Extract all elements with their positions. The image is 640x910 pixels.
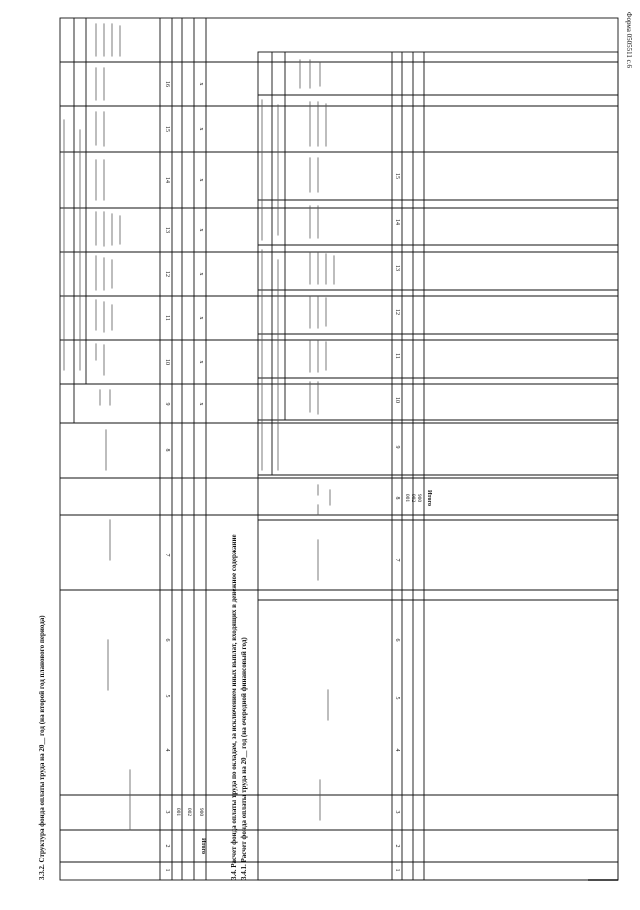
lower-column-number: 14	[394, 219, 400, 225]
upper-column-number: 12	[164, 271, 170, 277]
upper-cross-mark: x	[198, 402, 204, 406]
upper-column-number: 4	[164, 748, 170, 752]
lower-column-number: 11	[394, 353, 400, 359]
upper-column-number: 11	[164, 315, 170, 321]
lower-column-number: 5	[394, 696, 400, 700]
upper-row-code: 900	[198, 807, 204, 817]
lower-total-label: Итого	[426, 489, 432, 507]
lower-column-number: 15	[394, 173, 400, 179]
upper-column-number: 2	[164, 844, 170, 848]
lower-column-number: 12	[394, 309, 400, 315]
upper-total-label: Итого	[200, 837, 206, 855]
lower-column-number: 6	[394, 638, 400, 642]
upper-column-number: 13	[164, 227, 170, 233]
upper-column-number: 7	[164, 553, 170, 557]
upper-cross-mark: x	[198, 178, 204, 182]
lower-column-number: 13	[394, 265, 400, 271]
lower-row-code: 002	[410, 493, 416, 503]
upper-column-number: 16	[164, 81, 170, 87]
form-code: Форма 0505511 с.6	[625, 12, 633, 69]
upper-cross-mark: x	[198, 82, 204, 86]
upper-cross-mark: x	[198, 127, 204, 131]
upper-section-title: 3.3.2. Структура фонда оплаты труда на 20__ год (на второй год планового периода)	[38, 615, 46, 880]
upper-cross-mark: x	[198, 360, 204, 364]
upper-column-number: 10	[164, 359, 170, 365]
lower-column-number: 3	[394, 810, 400, 814]
upper-column-number: 8	[164, 448, 170, 452]
upper-column-number: 9	[164, 402, 170, 406]
upper-cross-mark: x	[198, 228, 204, 232]
lower-column-number: 7	[394, 558, 400, 562]
lower-column-number: 1	[394, 868, 400, 872]
lower-column-number: 2	[394, 844, 400, 848]
upper-row-code: 001	[175, 807, 181, 817]
upper-column-number: 15	[164, 126, 170, 132]
upper-column-number: 1	[164, 868, 170, 872]
upper-column-number: 6	[164, 638, 170, 642]
lower-section-title: 3.4. Расчет фонда оплаты труда по окладам, за исключением иных выплат, входящих в денежное содержание	[230, 534, 238, 880]
lower-column-number: 10	[394, 397, 400, 403]
lower-column-number: 9	[394, 445, 400, 449]
upper-cross-mark: x	[198, 272, 204, 276]
lower-section-subtitle: 3.4.1. Расчет фонда оплаты труда на 20__ год (на очередной финансовый год)	[240, 637, 248, 880]
upper-column-number: 3	[164, 810, 170, 814]
upper-row-code: 002	[186, 807, 192, 817]
lower-row-code: 900	[416, 493, 422, 503]
lower-row-code: 001	[404, 493, 410, 503]
lower-column-number: 4	[394, 748, 400, 752]
lower-column-number: 8	[394, 496, 400, 500]
upper-cross-mark: x	[198, 316, 204, 320]
upper-column-number: 5	[164, 694, 170, 698]
upper-column-number: 14	[164, 177, 170, 183]
